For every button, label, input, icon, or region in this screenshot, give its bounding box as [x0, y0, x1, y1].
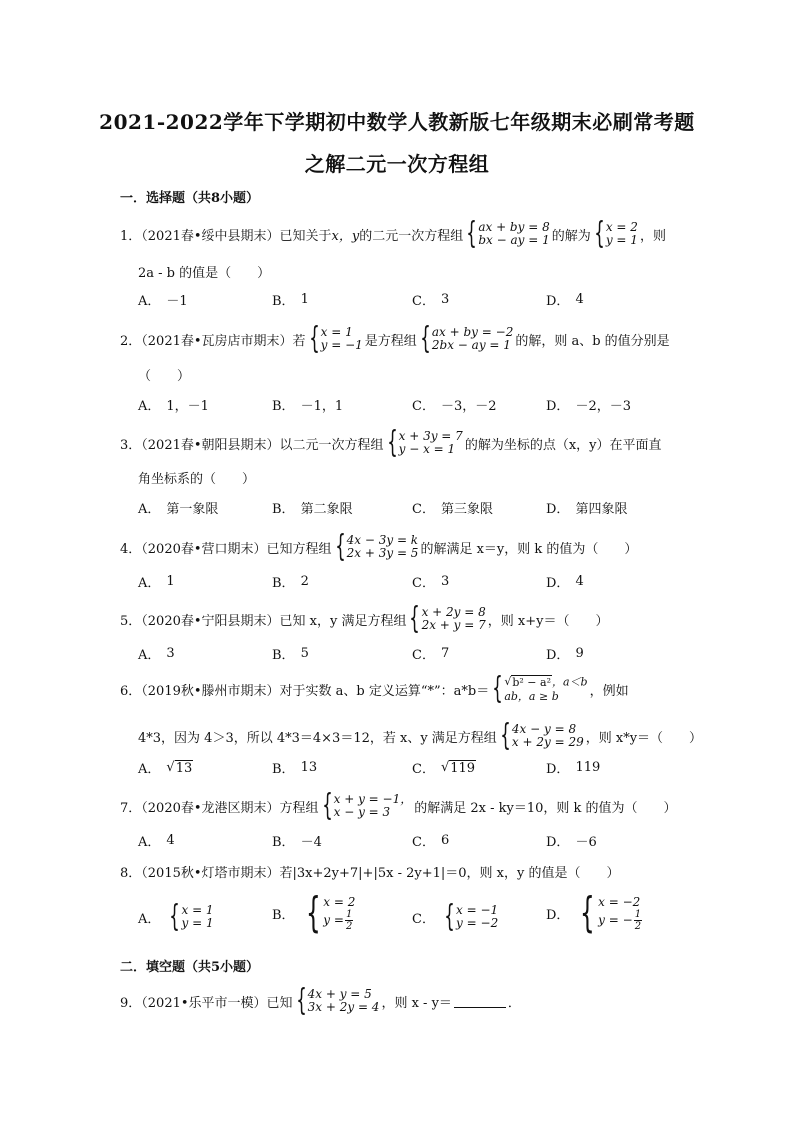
option-a[interactable]	[138, 644, 175, 663]
option-value: 第二象限	[300, 502, 353, 517]
option-b[interactable]	[272, 831, 322, 850]
option-value: 7	[440, 646, 450, 661]
options-q6	[138, 758, 698, 778]
option-b[interactable]	[272, 888, 357, 937]
solution-system: { x = 1 y = −1	[308, 321, 363, 356]
question-7-source: 7．（2020春•龙港区期末）方程组	[120, 800, 319, 816]
equation-system: { x + 2y = 8 2x + y = 7	[409, 601, 486, 636]
option-d[interactable]	[546, 644, 584, 663]
option-label: A．	[138, 835, 161, 850]
equation-system: { 4x + y = 5 3x + 2y = 4	[295, 983, 380, 1018]
option-c[interactable]	[412, 290, 449, 309]
solution-system: { x = 2 y = 1	[594, 216, 638, 251]
options-q7	[138, 831, 698, 851]
piecewise-case-1	[504, 675, 587, 690]
question-2-text: 是方程组	[364, 333, 417, 349]
question-6-text: 4*3，因为 4＞3，所以 4*3＝4×3＝12，若 x、y 满足方程组	[138, 730, 497, 746]
option-b[interactable]	[272, 644, 309, 663]
option-label: B．	[272, 502, 295, 517]
question-4-source: 4．（2020春•营口期末）已知方程组	[120, 541, 332, 557]
option-d[interactable]	[546, 290, 584, 309]
option-value: －1	[166, 294, 188, 309]
option-value: －3，－2	[440, 399, 497, 414]
option-label: C．	[412, 835, 435, 850]
option-label: B．	[272, 399, 295, 414]
option-label: A．	[138, 648, 161, 663]
option-label: D．	[546, 648, 570, 663]
option-a[interactable]	[138, 290, 188, 309]
question-9-end: ．	[507, 995, 521, 1011]
equation	[323, 909, 355, 932]
question-4	[120, 529, 638, 564]
question-7-text: 的解满足 2x - ky＝10，则 k 的值为（ ）	[414, 800, 677, 816]
equation-system: { x + y = −1， x − y = 3	[321, 788, 413, 823]
option-value: 1，－1	[166, 399, 209, 414]
fraction	[634, 909, 642, 932]
equation: x = 1	[320, 325, 353, 339]
section-heading-choice: 一．选择题（共8小题）	[120, 191, 260, 206]
equation-lhs: y = −	[598, 912, 633, 927]
section-heading-fill: 二．填空题（共5小题）	[120, 960, 260, 975]
option-a[interactable]	[138, 899, 216, 934]
option-value: 3	[440, 292, 450, 307]
equation: 2x + y = 7	[421, 618, 486, 632]
question-1-text: ，则	[639, 228, 666, 244]
question-5-text: ，则 x+y＝（ ）	[487, 613, 609, 629]
question-3-text: 的解为坐标的点（x，y）在平面直	[464, 437, 662, 453]
equation: x + y = −1，	[333, 792, 413, 806]
equation: x + 2y = 8	[421, 605, 486, 619]
options-q8	[138, 888, 698, 938]
options-q2	[138, 395, 698, 415]
option-value: 第一象限	[166, 502, 219, 517]
equation-system: { 4x − y = 8 x + 2y = 29	[500, 718, 584, 753]
solution-system: { x = 1 y = 1	[169, 899, 214, 934]
option-value: 4	[575, 574, 584, 589]
option-label: B．	[272, 907, 295, 923]
options-q5	[138, 644, 698, 664]
equation-lhs: y =	[323, 912, 344, 927]
option-label: B．	[272, 648, 295, 663]
equation-system: { ax + by = 8 bx − ay = 1	[466, 216, 550, 251]
option-a[interactable]	[138, 831, 175, 850]
option-label: B．	[272, 294, 295, 309]
question-1-source: 1．（2021春•绥中县期末）已知关于	[120, 228, 332, 244]
sqrt-symbol: √ 119	[440, 760, 476, 776]
option-value: 1	[166, 574, 175, 589]
piecewise-case-2: ab，a ≥ b	[504, 689, 559, 703]
question-7	[120, 788, 677, 823]
question-1-text: 的解为	[551, 228, 591, 244]
option-d[interactable]	[546, 572, 584, 591]
equation: x = −2	[598, 894, 641, 909]
equation: x + 3y = 7	[398, 429, 463, 443]
option-value: 13	[175, 760, 193, 776]
option-value: 第三象限	[440, 502, 493, 517]
solution-system: { x = 2 y = $\frac{1}{2}$	[305, 888, 356, 937]
question-2-text: 的解，则 a、b 的值分别是	[515, 333, 670, 349]
equation: y = −2	[456, 916, 499, 930]
option-c[interactable]	[412, 498, 493, 517]
question-6	[120, 671, 629, 706]
option-label: A．	[138, 399, 161, 414]
option-c[interactable]	[412, 758, 476, 777]
option-c[interactable]	[412, 395, 497, 414]
option-c[interactable]	[412, 899, 500, 934]
question-5-source: 5．（2020春•宁阳县期末）已知 x，y 满足方程组	[120, 613, 407, 629]
question-5	[120, 601, 609, 636]
question-6-text: ，例如	[589, 683, 629, 699]
option-value: 第四象限	[575, 502, 628, 517]
equation: 4x + y = 5	[307, 987, 372, 1001]
option-value: 2	[300, 574, 309, 589]
question-6-line2	[138, 718, 703, 753]
equation-system: { ax + by = −2 2bx − ay = 1	[420, 321, 514, 356]
question-3-line2: 角坐标系的（ ）	[138, 472, 256, 487]
option-label: C．	[412, 648, 435, 663]
option-label: A．	[138, 911, 161, 927]
question-3-source: 3．（2021春•朝阳县期末）以二元一次方程组	[120, 437, 384, 453]
question-9-source: 9．（2021•乐平市一模）已知	[120, 995, 293, 1011]
question-2-source: 2．（2021春•瓦房店市期末）若	[120, 333, 306, 349]
option-label: A．	[138, 294, 161, 309]
option-value: 9	[575, 646, 584, 661]
option-label: D．	[546, 576, 570, 591]
option-a[interactable]	[138, 758, 193, 777]
option-label: D．	[546, 835, 570, 850]
option-d[interactable]	[546, 888, 644, 937]
option-value: 1	[300, 292, 309, 307]
answer-blank[interactable]	[454, 995, 506, 1008]
equation-system: { x + 3y = 7 y − x = 1	[386, 425, 463, 460]
option-value: 5	[300, 646, 309, 661]
option-b[interactable]	[272, 498, 353, 517]
equation: y = 1	[181, 916, 214, 930]
question-2	[120, 321, 670, 356]
numerator: 1	[634, 908, 642, 920]
option-value: 119	[450, 760, 476, 776]
question-3	[120, 425, 662, 460]
solution-system: { x = −1 y = −2	[444, 899, 499, 934]
option-label: B．	[272, 576, 295, 591]
question-2-line2: （ ）	[138, 369, 191, 384]
option-c[interactable]	[412, 572, 449, 591]
equation: ax + by = 8	[478, 220, 550, 234]
page-title-line1: 2021-2022学年下学期初中数学人教新版七年级期末必刷常考题	[99, 110, 695, 134]
radicand: b² − a²	[512, 675, 551, 689]
sqrt-symbol: √ 13	[166, 760, 193, 776]
option-b[interactable]	[272, 572, 309, 591]
numerator: 1	[345, 908, 353, 920]
option-d[interactable]	[546, 758, 600, 777]
option-label: D．	[546, 502, 570, 517]
equation: y = 1	[605, 233, 638, 247]
denominator: 2	[634, 920, 642, 932]
question-1-line2: 2a - b 的值是（ ）	[138, 266, 271, 281]
option-label: C．	[412, 399, 435, 414]
option-a[interactable]	[138, 498, 218, 517]
option-a[interactable]	[138, 572, 175, 591]
option-value: 6	[440, 833, 450, 848]
option-a[interactable]	[138, 395, 209, 414]
sqrt-symbol: √ b² − a²	[504, 675, 551, 689]
equation: 2x + 3y = 5	[346, 546, 419, 560]
option-value: －6	[575, 835, 597, 850]
option-value: 3	[166, 646, 175, 661]
options-q4	[138, 572, 698, 592]
option-value: 4	[166, 833, 175, 848]
option-label: A．	[138, 576, 161, 591]
option-b[interactable]	[272, 758, 317, 777]
fraction	[345, 909, 353, 932]
options-q1	[138, 290, 698, 310]
option-label: D．	[546, 294, 570, 309]
question-1-text: 的二元一次方程组	[359, 228, 464, 244]
option-label: C．	[412, 911, 435, 927]
equation: 2bx − ay = 1	[431, 338, 511, 352]
equation: 4x − y = 8	[511, 722, 577, 736]
option-c[interactable]	[412, 831, 449, 850]
equation: 3x + 2y = 4	[307, 1000, 380, 1014]
equation: y − x = 1	[398, 442, 456, 456]
option-label: B．	[272, 835, 295, 850]
equation: x = 2	[323, 894, 356, 909]
option-d[interactable]	[546, 395, 631, 414]
option-label: C．	[412, 294, 435, 309]
page-title-line2: 之解二元一次方程组	[304, 152, 490, 176]
option-value: 13	[300, 760, 318, 775]
question-9	[120, 983, 521, 1018]
solution-system: { x = −2 y = − $\frac{1}{2}$	[580, 888, 642, 937]
question-6-text: ，则 x*y＝（ ）	[585, 730, 703, 746]
option-label: A．	[138, 502, 161, 517]
equation	[598, 909, 642, 932]
option-label: D．	[546, 399, 570, 414]
option-b[interactable]	[272, 290, 309, 309]
equation: x = 2	[605, 220, 638, 234]
case-condition: ，a＜b	[551, 675, 588, 688]
question-8: 8．（2015秋•灯塔市期末）若|3x+2y+7|+|5x - 2y+1|＝0，则 x，y 的值是（ ）	[120, 866, 620, 881]
option-label: D．	[546, 762, 570, 777]
option-value: －2，－3	[575, 399, 631, 414]
option-label: A．	[138, 762, 161, 777]
option-label: B．	[272, 762, 295, 777]
question-1	[120, 216, 666, 251]
question-6-source: 6．（2019秋•滕州市期末）对于实数 a、b 定义运算“*”：a*b＝	[120, 683, 490, 699]
equation: x − y = 3	[333, 805, 391, 819]
option-value: 3	[440, 574, 450, 589]
option-value: 119	[575, 760, 601, 775]
options-q3	[138, 498, 698, 518]
option-label: C．	[412, 576, 435, 591]
equation: x + 2y = 29	[511, 735, 584, 749]
equation: 4x − 3y = k	[346, 533, 419, 547]
denominator: 2	[345, 920, 353, 932]
question-4-text: 的解满足 x＝y，则 k 的值为（ ）	[420, 541, 638, 557]
equation: x = 1	[181, 903, 214, 917]
option-d[interactable]	[546, 831, 597, 850]
question-1-vars: x，y	[331, 228, 360, 244]
equation: ax + by = −2	[431, 325, 514, 339]
equation: bx − ay = 1	[478, 233, 550, 247]
piecewise-definition: { √ b² − a² ，a＜b ab，a ≥ b	[492, 671, 588, 706]
option-b[interactable]	[272, 395, 343, 414]
option-label: C．	[412, 502, 435, 517]
equation: x = −1	[456, 903, 499, 917]
option-label: C．	[412, 762, 435, 777]
option-value: －1，1	[300, 399, 344, 414]
option-value: 4	[575, 292, 584, 307]
equation-system: { 4x − 3y = k 2x + 3y = 5	[334, 529, 419, 564]
option-d[interactable]	[546, 498, 627, 517]
question-9-text: ，则 x - y＝	[381, 995, 452, 1011]
option-label: D．	[546, 907, 570, 923]
option-value: －4	[300, 835, 322, 850]
equation: y = −1	[320, 338, 363, 352]
option-c[interactable]	[412, 644, 449, 663]
